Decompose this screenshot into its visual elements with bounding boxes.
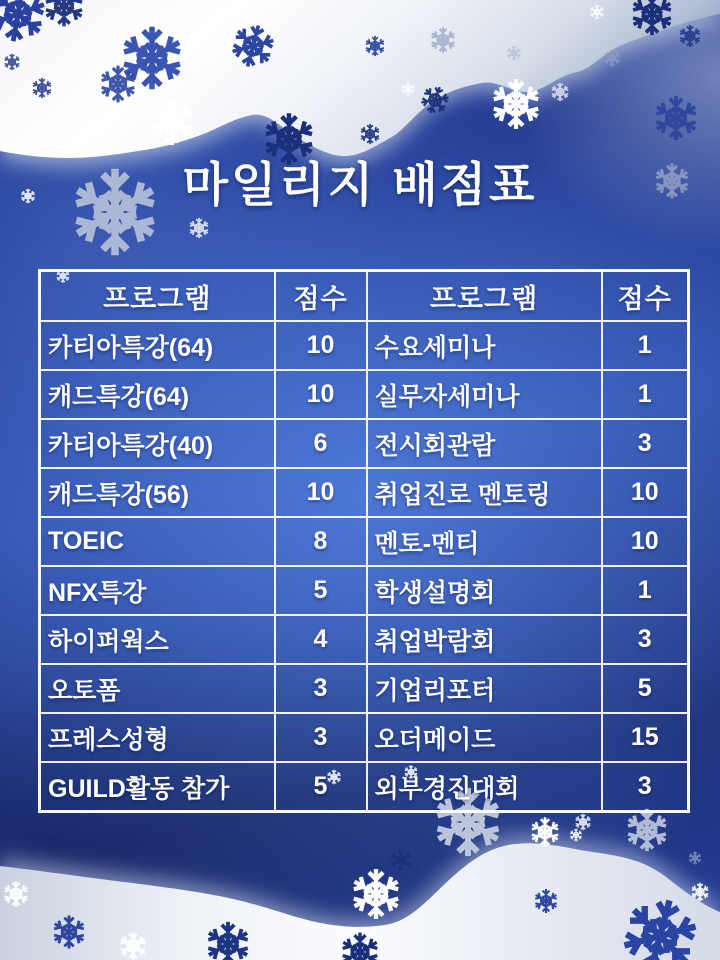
program-cell: 취업박람회 [367,615,602,664]
score-cell: 5 [275,566,367,615]
table-row [40,370,689,419]
program-cell: 하이퍼웍스 [40,615,275,664]
program-cell: 카티아특강(64) [40,321,275,370]
score-cell: 1 [602,370,689,419]
program-cell: 취업진로 멘토링 [367,468,602,517]
program-cell: 멘토-멘티 [367,517,602,566]
table-row [40,566,689,615]
mileage-score-table [38,269,690,813]
program-cell: 캐드특강(64) [40,370,275,419]
table-header-row [40,271,689,322]
program-cell: 전시회관람 [367,419,602,468]
column-header: 프로그램 [40,271,275,322]
score-cell: 1 [602,321,689,370]
program-cell: TOEIC [40,517,275,566]
column-header: 프로그램 [367,271,602,322]
program-cell: 캐드특강(56) [40,468,275,517]
score-cell: 4 [275,615,367,664]
program-cell: 오토폼 [40,664,275,713]
score-cell: 5 [602,664,689,713]
program-cell: 외부경진대회 [367,762,602,812]
score-cell: 3 [275,664,367,713]
program-cell: NFX특강 [40,566,275,615]
score-cell: 15 [602,713,689,762]
page-title: 마일리지 배점표 [182,158,538,211]
table-row [40,321,689,370]
table-row [40,517,689,566]
program-cell: 기업리포터 [367,664,602,713]
program-cell: GUILD활동 참가 [40,762,275,812]
column-header: 점수 [275,271,367,322]
program-cell: 실무자세미나 [367,370,602,419]
table-row [40,713,689,762]
score-cell: 3 [602,615,689,664]
table-row [40,419,689,468]
table-row [40,468,689,517]
program-cell: 프레스성형 [40,713,275,762]
program-cell: 카티아특강(40) [40,419,275,468]
score-cell: 6 [275,419,367,468]
score-cell: 10 [275,468,367,517]
score-cell: 10 [275,321,367,370]
program-cell: 학생설명회 [367,566,602,615]
score-cell: 3 [275,713,367,762]
score-cell: 1 [602,566,689,615]
score-cell: 3 [602,762,689,812]
score-cell: 5 [275,762,367,812]
program-cell: 수요세미나 [367,321,602,370]
score-cell: 10 [275,370,367,419]
score-cell: 10 [602,517,689,566]
score-cell: 8 [275,517,367,566]
table-row [40,664,689,713]
table-row [40,615,689,664]
program-cell: 오더메이드 [367,713,602,762]
table-row [40,762,689,812]
score-cell: 3 [602,419,689,468]
score-cell: 10 [602,468,689,517]
column-header: 점수 [602,271,689,322]
